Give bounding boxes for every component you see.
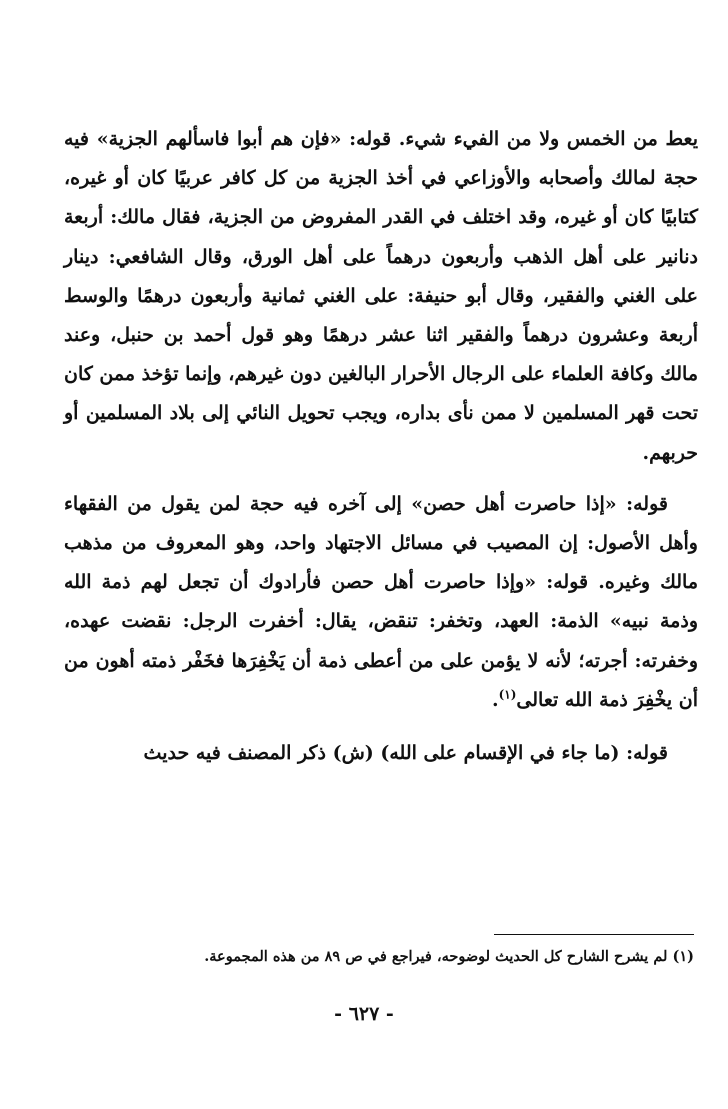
paragraph-3: قوله: (ما جاء في الإقسام على الله) (ش) ذكر المصنف فيه حديث [143, 742, 668, 765]
paragraph-2 [64, 485, 698, 720]
footnote: (١) لم يشرح الشارح كل الحديث لوضوحه، فيراجع في ص ٨٩ من هذه المجموعة. [204, 948, 694, 965]
footnote-divider [494, 934, 694, 935]
paragraph-2-text: قوله: «إذا حاصرت أهل حصن» إلى آخره فيه حجة لمن يقول من الفقهاء وأهل الأصول: إن المصيب في مسائل الاجتهاد واحد، وهو المعروف من مذهب مالك وغيره. قوله: «وإذا حاصرت أهل حصن فأرادوك أن تجعل لهم ذمة الله وذمة نبيه» الذمة: العهد، وتخفر: تنقض، يقال: أخفرت الرجل: نقضت عهده، وخفرته: أجرته؛ لأنه لا يؤمن على من أعطى ذمة أن يَخْفِرَها فخَفْر ذمته أهون من أن يخْفِرَ ذمة الله تعالى [64, 492, 698, 711]
main-text [64, 120, 698, 773]
paragraph-1: يعط من الخمس ولا من الفيء شيء. قوله: «فإن هم أبوا فاسألهم الجزية» فيه حجة لمالك وأصحابه والأوزاعي في أخذ الجزية من كل كافر عربيًا كان أو غيره، كتابيًا كان أو غيره، وقد اختلف في القدر المفروض من الجزية، فقال مالك: أربعة دنانير على أهل الذهب وأربعون درهماً على أهل الورق، وقال الشافعي: دينار على الغني والفقير، وقال أبو حنيفة: على الغني ثمانية وأربعون درهمًا والوسط أربعة وعشرون درهماً والفقير اثنا عشر درهمًا وهو قول أحمد بن حنبل، وعند مالك وكافة العلماء على الرجال الأحرار البالغين دون غيرهم، وإنما تؤخذ ممن كان تحت قهر المسلمين لا ممن نأى بداره، ويجب تحويل النائي إلى بلاد المسلمين أو حربهم. [64, 128, 698, 464]
page-number: - ٦٢٧ - [334, 1003, 394, 1025]
paragraph-2-end: . [491, 688, 499, 711]
footnote-reference[interactable]: (١) [498, 687, 517, 702]
